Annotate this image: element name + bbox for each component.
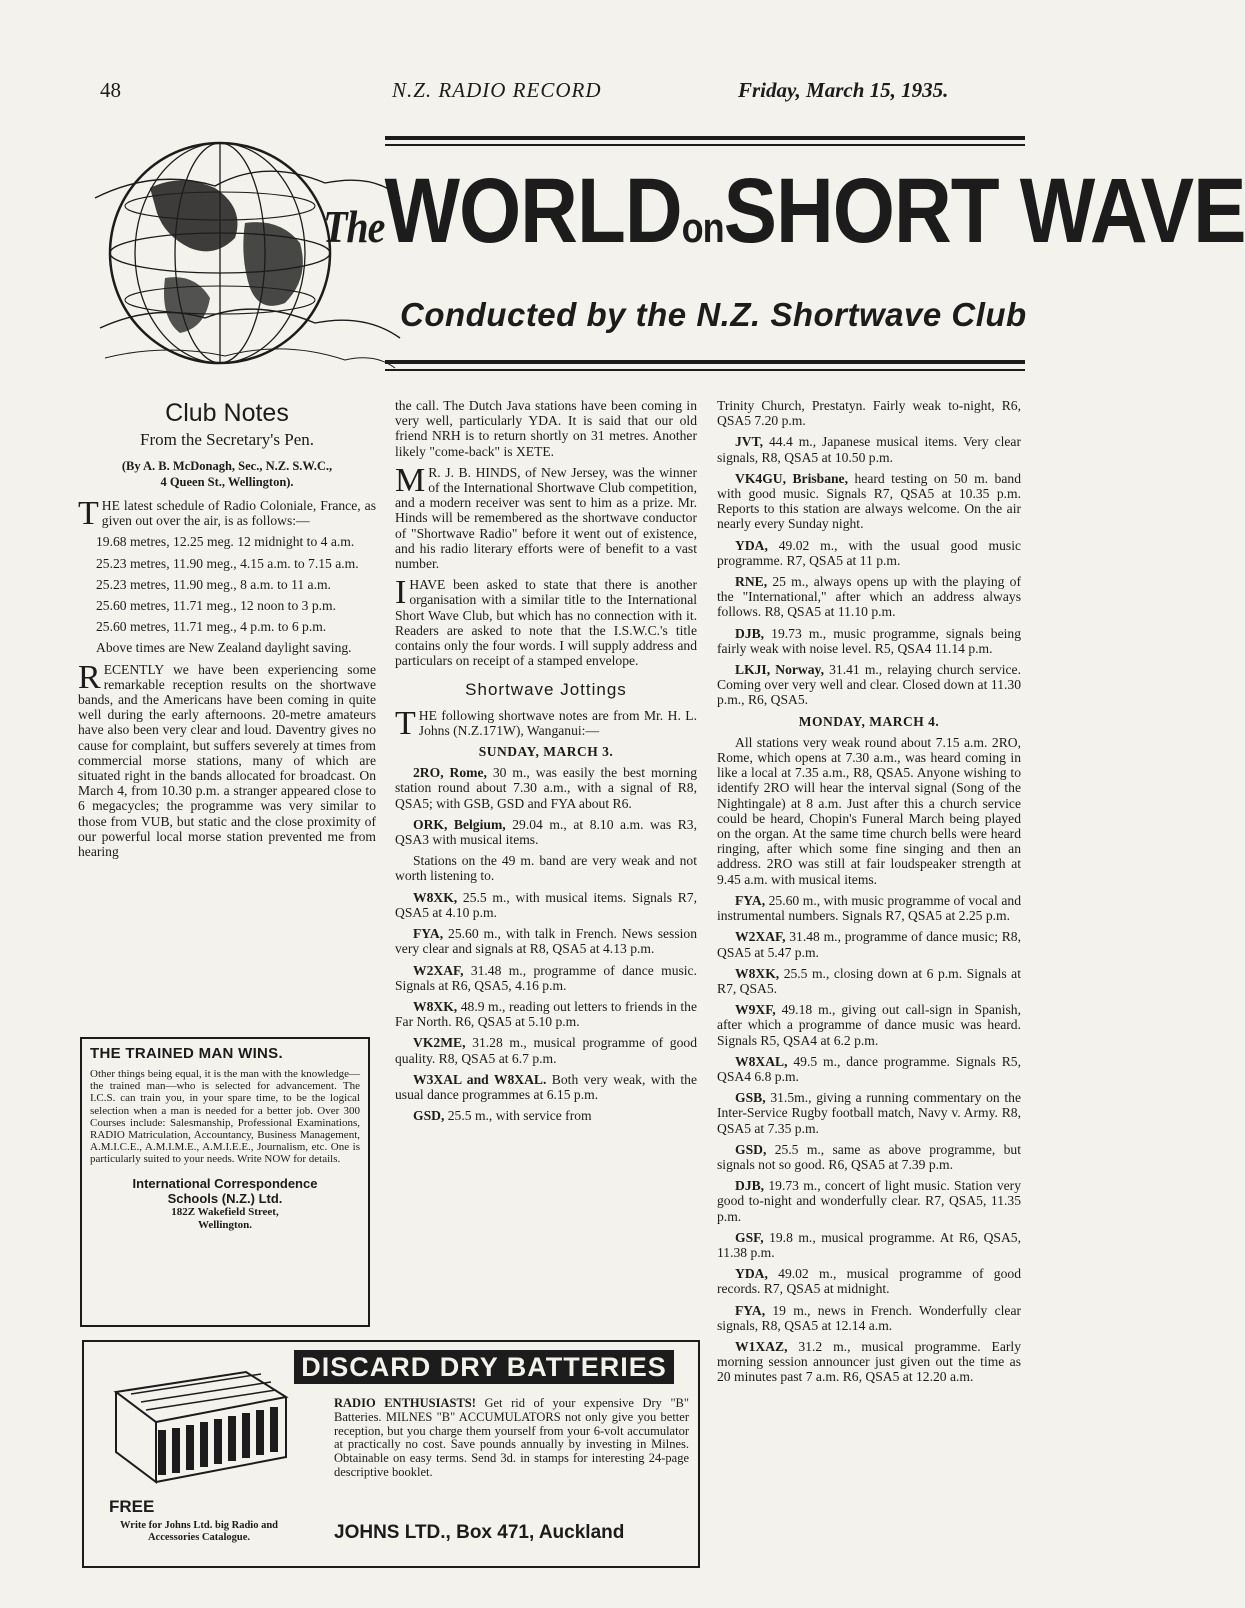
log-entry: GSD, 25.5 m., with service from <box>413 1108 592 1124</box>
log-entry: W1XAZ, 31.2 m., musical programme. Early morning session announcer just given out the time as 20 minutes past 7 a.m. R6, QSA5 at 12.20 a.m. <box>717 1338 1021 1385</box>
drop-cap: I <box>395 574 407 612</box>
log-entry: LKJI, Norway, 31.41 m., relaying church service. Coming over very well and clear. Closed down at 11.30 p.m., R6, QSA5. <box>717 662 1021 708</box>
log-entry: ORK, Belgium, 29.04 m., at 8.10 a.m. was R3, QSA3 with musical items. <box>395 816 697 848</box>
club-notes-title: Club Notes <box>165 399 289 427</box>
club-notes-subtitle: From the Secretary's Pen. <box>140 430 314 449</box>
issue-date: Friday, March 15, 1935. <box>738 78 949 102</box>
log-entry: W3XAL and W8XAL. Both very weak, with the usual dance programmes at 6.15 p.m. <box>395 1071 697 1102</box>
banner-rule <box>385 136 1025 140</box>
log-entry: 2RO, Rome, 30 m., was easily the best morning station round about 7.30 a.m., with a signal of R8, QSA5; with GSB, GSD and FYA about R6. <box>395 765 698 811</box>
byline <box>78 458 376 490</box>
log-entry: All stations very weak round about 7.15 a.m. 2RO, Rome, which opens at 7.30 a.m., was heard coming in like a local at 7.35 a.m., R8, QSA5. Anyone wishing to identify 2RO will hear the interval signal (Song of the Nightingale) at 8 a.m. Just after this a church service could be heard, Chopin's Funeral March being played on the organ. At the same time church bells were heard ringing, after which some fine singing and then an address. 2RO was still at fair loudspeaker strength at 9.45 a.m. with musical items. <box>717 734 1021 887</box>
banner-title-short-wave: SHORT WAVE <box>723 159 1245 262</box>
ad-company-address: JOHNS LTD., Box 471, Auckland <box>334 1522 625 1543</box>
banner-title-world: WORLD <box>384 159 682 262</box>
log-entry: RNE, 25 m., always opens up with the playing of the "International," after which an address always follows. R8, QSA5 at 11.10 p.m. <box>717 574 1021 620</box>
paragraph: THE latest schedule of Radio Coloniale, France, as given out over the air, is as follows:— <box>78 495 376 532</box>
log-entry: DJB, 19.73 m., concert of light music. Station very good to-night and wonderfully clear. R7, QSA5, 11.35 p.m. <box>717 1178 1021 1224</box>
ad-copy: RADIO ENTHUSIASTS! Get rid of your expensive Dry "B" Batteries. MILNES "B" ACCUMULATORS not only give you better reception, but you charge them yourself from your 6-volt accumulator at practically no cost. Save pounds annually by investing in Milnes. Obtainable on easy terms. Send 3d. in stamps for interesting 24-page descriptive booklet. <box>334 1396 689 1479</box>
ad-address: 182Z Wakefield Street, Wellington. <box>171 1205 279 1231</box>
column-club-notes <box>78 398 376 865</box>
column-right <box>717 398 1021 1391</box>
ics-advertisement <box>80 1037 370 1327</box>
ad-catalogue-offer: Write for Johns Ltd. big Radio and Accessories Catalogue. <box>119 1520 279 1543</box>
banner-subtitle: Conducted by the N.Z. Shortwave Club <box>400 296 1027 333</box>
paragraph: Trinity Church, Prestatyn. Fairly weak to-night, R6, QSA5 7.20 p.m. <box>717 398 1021 429</box>
paragraph: IHAVE been asked to state that there is another organisation with a similar title to the International Short Wave Club, but which has no connection with it. Readers are asked to note that the I.S.W.C.'s title contains only the four words. I will supply address and particulars on receipt of a stamped envelope. <box>395 574 697 669</box>
log-entry: GSB, 31.5m., giving a running commentary on the Inter-Service Rugby football match, Navy v. Army. R8, QSA5 at 7.35 p.m. <box>717 1090 1021 1136</box>
log-entry: JVT, 44.4 m., Japanese musical items. Very clear signals, R8, QSA5 at 10.50 p.m. <box>717 434 1021 465</box>
log-entry: YDA, 49.02 m., musical programme of good records. R7, QSA5 at midnight. <box>717 1266 1021 1297</box>
log-entry: VK4GU, Brisbane, heard testing on 50 m. band with good music. Signals R7, QSA5 at 10.35 p.m. Reports to this station are always welcome. On the air nearly every Sunday night. <box>717 470 1021 532</box>
ad-banner-heading: DISCARD DRY BATTERIES <box>294 1350 674 1384</box>
drop-cap: R <box>78 658 101 696</box>
battery-advertisement <box>82 1340 700 1568</box>
jottings-title: Shortwave Jottings <box>465 680 627 700</box>
paragraph: THE following shortwave notes are from Mr. H. L. Johns (N.Z.171W), Wanganui:— <box>395 704 697 742</box>
byline-line: (By A. B. McDonagh, Sec., N.Z. S.W.C., <box>121 459 333 473</box>
log-entry: GSD, 25.5 m., same as above programme, but signals not so good. R6, QSA5 at 7.39 p.m. <box>717 1141 1021 1172</box>
banner-title-the: The <box>323 200 385 253</box>
drop-cap: T <box>395 704 416 742</box>
ad-free-label: FREE <box>109 1497 155 1516</box>
publication-title: N.Z. RADIO RECORD <box>392 78 602 102</box>
schedule-line: 25.23 metres, 11.90 meg., 4.15 a.m. to 7.15 a.m. <box>96 555 359 571</box>
page-header <box>100 70 1020 104</box>
day-heading: MONDAY, MARCH 4. <box>798 713 940 729</box>
ad-organisation: International Correspondence Schools (N.Z.) Ltd. <box>132 1175 318 1206</box>
schedule-line: 25.60 metres, 11.71 meg., 12 noon to 3 p.m. <box>96 598 337 614</box>
log-entry: GSF, 19.8 m., musical programme. At R6, QSA5, 11.38 p.m. <box>717 1229 1021 1260</box>
paragraph: the call. The Dutch Java stations have been coming in very well, particularly YDA. It is said that our old friend NRH is to return shortly on 31 metres. Another likely "come-back" is XETE. <box>395 398 697 459</box>
log-entry: FYA, 19 m., news in French. Wonderfully clear signals, R8, QSA5 at 12.14 a.m. <box>717 1302 1021 1333</box>
log-entry: FYA, 25.60 m., with music programme of vocal and instrumental numbers. Signals R7, QSA5 at 2.25 p.m. <box>717 892 1021 924</box>
schedule-line: 19.68 metres, 12.25 meg. 12 midnight to 4 a.m. <box>96 534 355 550</box>
log-entry: W9XF, 49.18 m., giving out call-sign in Spanish, after which a programme of dance music was heard. Signals R5, QSA4 at 6.2 p.m. <box>717 1002 1021 1048</box>
log-entry: DJB, 19.73 m., music programme, signals being fairly weak with noise level. R5, QSA4 11.14 p.m. <box>717 625 1021 656</box>
column-middle <box>395 398 697 1129</box>
log-entry: W2XAF, 31.48 m., programme of dance music. Signals at R6, QSA5, 4.16 p.m. <box>395 962 697 993</box>
schedule-line: 25.60 metres, 11.71 meg., 4 p.m. to 6 p.m. <box>96 619 327 635</box>
log-entry: W8XAL, 49.5 m., dance programme. Signals R5, QSA4 6.8 p.m. <box>717 1053 1021 1084</box>
log-entry: Stations on the 49 m. band are very weak and not worth listening to. <box>395 853 697 884</box>
log-entry: W2XAF, 31.48 m., programme of dance music; R8, QSA5 at 5.47 p.m. <box>717 929 1021 960</box>
drop-cap: M <box>395 461 426 499</box>
banner-title-on: on <box>681 204 724 252</box>
paragraph: M R. J. B. HINDS, of New Jersey, was the winner of the International Shortwave Club competition, and a modern receiver was sent to him as a prize. Mr. Hinds will be remembered as the shortwave conductor of "Shortwave Radio" before it went out of existence, and his radio literary efforts were of benefit to a vast number. <box>395 461 697 572</box>
day-heading: SUNDAY, MARCH 3. <box>478 744 614 760</box>
schedule-line: 25.23 metres, 11.90 meg., 8 a.m. to 11 a.m. <box>96 576 331 592</box>
battery-illustration <box>96 1352 296 1492</box>
schedule-note: Above times are New Zealand daylight saving. <box>96 640 352 656</box>
banner-rule <box>385 360 1025 364</box>
log-entry: W8XK, 25.5 m., with musical items. Signals R7, QSA5 at 4.10 p.m. <box>395 889 697 920</box>
banner-rule <box>385 369 1025 371</box>
banner-title <box>323 158 1245 264</box>
paragraph: RECENTLY we have been experiencing some remarkable reception results on the shortwave bands, and the Americans have been coming in quite well during the early afternoons. 20-metre amateurs have also been very clear and loud. Daventry gives no cause for complaint, but suffers severely at times from commercial morse stations, many of which are situated right in the bands allocated for broadcast. On March 4, from 10.30 p.m. a stranger appeared close to 6 megacycles; the programme was very similar to those from VUB, but static and the close proximity of our powerful local morse station prevented me from hearing <box>78 658 376 860</box>
ad-body: Other things being equal, it is the man with the knowledge—the trained man—who is selected for advancement. The I.C.S. can train you, in your spare time, to be the logical selection when a man is needed for a better job. Over 300 Courses include: Salesmanship, Professional Examinations, RADIO Matriculation, Accountancy, Business Management, A.M.I.C.E., A.M.I.M.E., A.M.I.E.E., Journalism, etc. One is particularly suited to your needs. Write NOW for details. <box>90 1068 360 1166</box>
page-number: 48 <box>100 78 121 102</box>
log-entry: FYA, 25.60 m., with talk in French. News session very clear and signals at R8, QSA5 at 4.13 p.m. <box>395 926 697 957</box>
log-entry: YDA, 49.02 m., with the usual good music programme. R7, QSA5 at 11 p.m. <box>717 537 1021 568</box>
ad-heading: THE TRAINED MAN WINS. <box>90 1045 283 1062</box>
log-entry: W8XK, 48.9 m., reading out letters to friends in the Far North. R6, QSA5 at 5.10 p.m. <box>395 998 697 1030</box>
log-entry: W8XK, 25.5 m., closing down at 6 p.m. Signals at R7, QSA5. <box>717 965 1021 996</box>
byline-line: 4 Queen St., Wellington). <box>160 475 294 489</box>
banner-rule <box>385 144 1025 146</box>
drop-cap: T <box>78 495 99 532</box>
section-banner <box>95 128 1245 398</box>
log-entry: VK2ME, 31.28 m., musical programme of good quality. R8, QSA5 at 6.7 p.m. <box>395 1035 697 1066</box>
